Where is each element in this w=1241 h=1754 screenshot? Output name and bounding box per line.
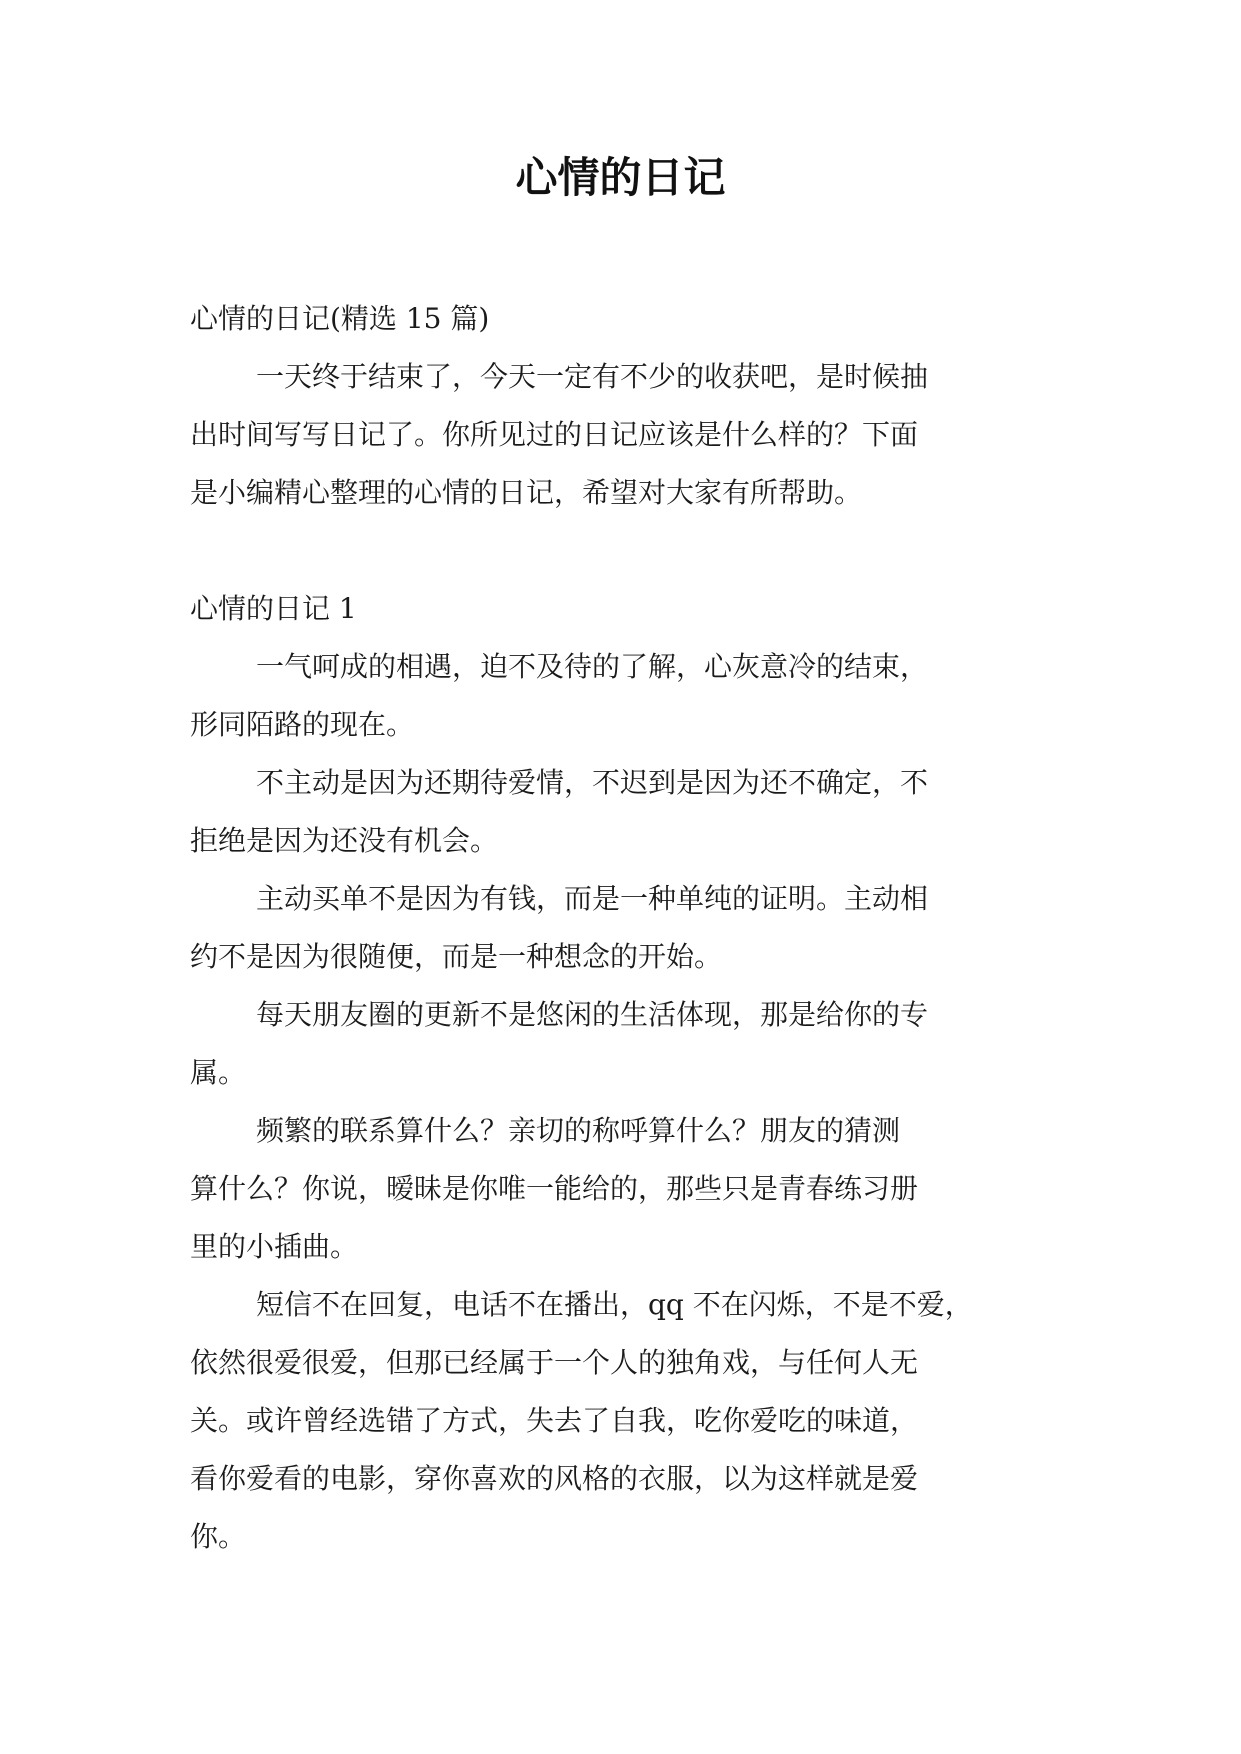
paragraph-line: 里的小插曲。 — [190, 1230, 359, 1263]
paragraph — [190, 986, 1052, 1102]
paragraph-line: 看你爱看的电影，穿你喜欢的风格的衣服，以为这样就是爱 — [190, 1462, 919, 1495]
paragraph — [190, 638, 1052, 754]
section-gap — [190, 522, 1052, 580]
paragraph-line: 短信不在回复，电话不在播出，qq 不在闪烁，不是不爱， — [256, 1288, 973, 1321]
paragraph — [190, 754, 1052, 870]
intro-paragraph — [190, 348, 1052, 522]
paragraph-line: 关。或许曾经选错了方式，失去了自我，吃你爱吃的味道， — [190, 1404, 919, 1437]
paragraph — [190, 1102, 1052, 1276]
paragraph-line: 主动买单不是因为有钱，而是一种单纯的证明。主动相 — [256, 882, 929, 915]
paragraph-line: 频繁的联系算什么？亲切的称呼算什么？朋友的猜测 — [256, 1114, 901, 1147]
paragraph-line: 出时间写写日记了。你所见过的日记应该是什么样的？下面 — [190, 418, 919, 451]
paragraph-line: 依然很爱很爱，但那已经属于一个人的独角戏，与任何人无 — [190, 1346, 919, 1379]
paragraph — [190, 1276, 1052, 1566]
paragraph-line: 你。 — [190, 1520, 247, 1553]
paragraph-line: 不主动是因为还期待爱情，不迟到是因为还不确定，不 — [256, 766, 929, 799]
paragraph-line: 算什么？你说，暧昧是你唯一能给的，那些只是青春练习册 — [190, 1172, 919, 1205]
document-body — [190, 290, 1052, 1566]
intro-subtitle: 心情的日记(精选 15 篇) — [190, 302, 490, 335]
paragraph-line: 形同陌路的现在。 — [190, 708, 415, 741]
paragraph-line: 一气呵成的相遇，迫不及待的了解，心灰意冷的结束， — [256, 650, 929, 683]
paragraph-line: 拒绝是因为还没有机会。 — [190, 824, 499, 857]
paragraph-line: 约不是因为很随便，而是一种想念的开始。 — [190, 940, 723, 973]
document-title: 心情的日记 — [515, 153, 726, 202]
paragraph-line: 是小编精心整理的心情的日记，希望对大家有所帮助。 — [190, 476, 863, 509]
paragraph-line: 属。 — [190, 1056, 247, 1089]
paragraph-line: 一天终于结束了，今天一定有不少的收获吧，是时候抽 — [256, 360, 929, 393]
paragraph-line: 每天朋友圈的更新不是悠闲的生活体现，那是给你的专 — [256, 998, 929, 1031]
section-heading: 心情的日记 1 — [190, 592, 357, 625]
paragraph — [190, 870, 1052, 986]
